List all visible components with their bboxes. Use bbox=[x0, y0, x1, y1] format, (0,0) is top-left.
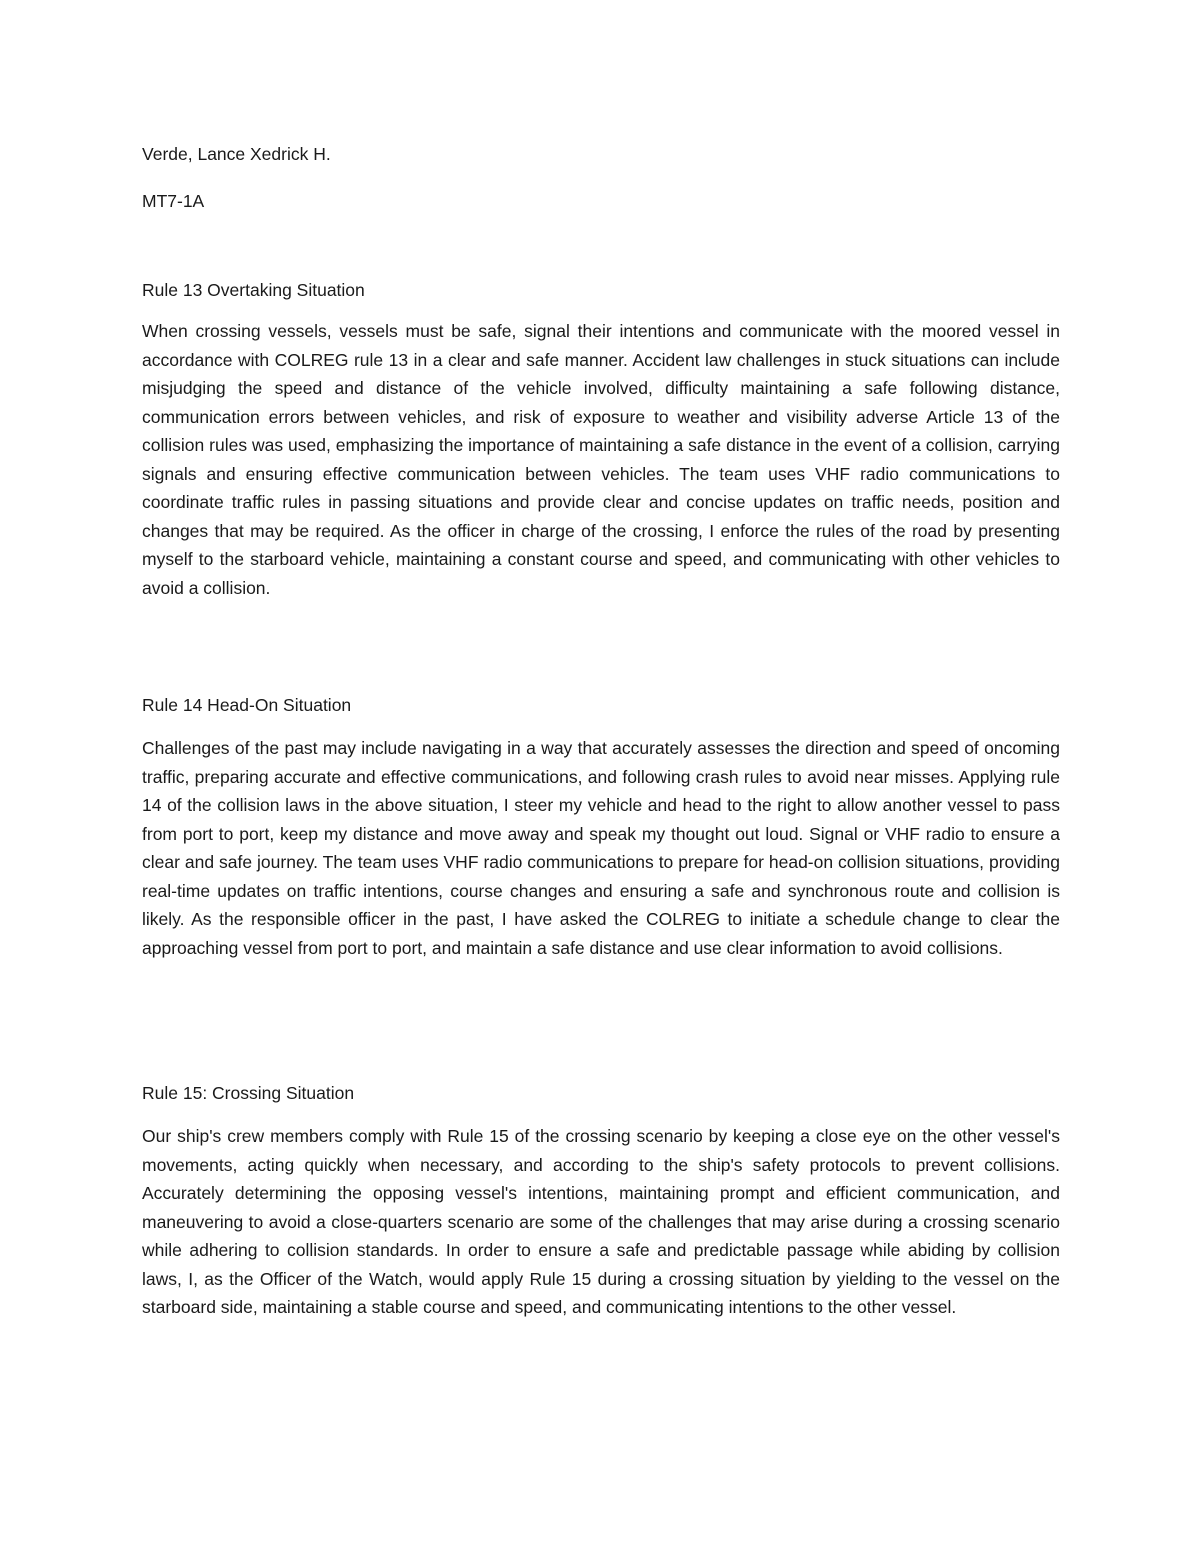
author-name: Verde, Lance Xedrick H. bbox=[142, 144, 331, 164]
class-section: MT7-1A bbox=[142, 191, 205, 211]
section-heading-rule-14: Rule 14 Head-On Situation bbox=[142, 695, 352, 715]
section-body-rule-13: When crossing vessels, vessels must be safe, signal their intentions and communicate with the moored vessel in accordance with COLREG rule 13 in a clear and safe manner. Accident law challenges in stuck situations can include misjudging the speed and distance of the vehicle involved, difficulty maintaining a safe following distance, communication errors between vehicles, and risk of exposure to weather and visibility adverse Article 13 of the collision rules was used, emphasizing the importance of maintaining a safe distance in the event of a collision, carrying signals and ensuring effective communication between vehicles. The team uses VHF radio communications to coordinate traffic rules in passing situations and provide clear and concise updates on traffic needs, position and changes that may be required. As the officer in charge of the crossing, I enforce the rules of the road by presenting myself to the starboard vehicle, maintaining a constant course and speed, and communicating with other vehicles to avoid a collision. bbox=[142, 321, 1060, 598]
section-heading-rule-13: Rule 13 Overtaking Situation bbox=[142, 280, 365, 300]
section-body-rule-14: Challenges of the past may include navigating in a way that accurately assesses the direction and speed of oncoming traffic, preparing accurate and effective communications, and following crash rules to avoid near misses. Applying rule 14 of the collision laws in the above situation, I steer my vehicle and head to the right to allow another vessel to pass from port to port, keep my distance and move away and speak my thought out loud. Signal or VHF radio to ensure a clear and safe journey. The team uses VHF radio communications to prepare for head-on collision situations, providing real-time updates on traffic intentions, course changes and ensuring a safe and synchronous route and collision is likely. As the responsible officer in the past, I have asked the COLREG to initiate a schedule change to clear the approaching vessel from port to port, and maintain a safe distance and use clear information to avoid collisions. bbox=[142, 738, 1060, 958]
section-body-rule-15: Our ship's crew members comply with Rule 15 of the crossing scenario by keeping a close eye on the other vessel's movements, acting quickly when necessary, and according to the ship's safety protocols to prevent collisions. Accurately determining the opposing vessel's intentions, maintaining prompt and efficient communication, and maneuvering to avoid a close-quarters scenario are some of the challenges that may arise during a crossing scenario while adhering to collision standards. In order to ensure a safe and predictable passage while abiding by collision laws, I, as the Officer of the Watch, would apply Rule 15 during a crossing situation by yielding to the vessel on the starboard side, maintaining a stable course and speed, and communicating intentions to the other vessel. bbox=[142, 1126, 1060, 1317]
section-heading-rule-15: Rule 15: Crossing Situation bbox=[142, 1083, 355, 1103]
